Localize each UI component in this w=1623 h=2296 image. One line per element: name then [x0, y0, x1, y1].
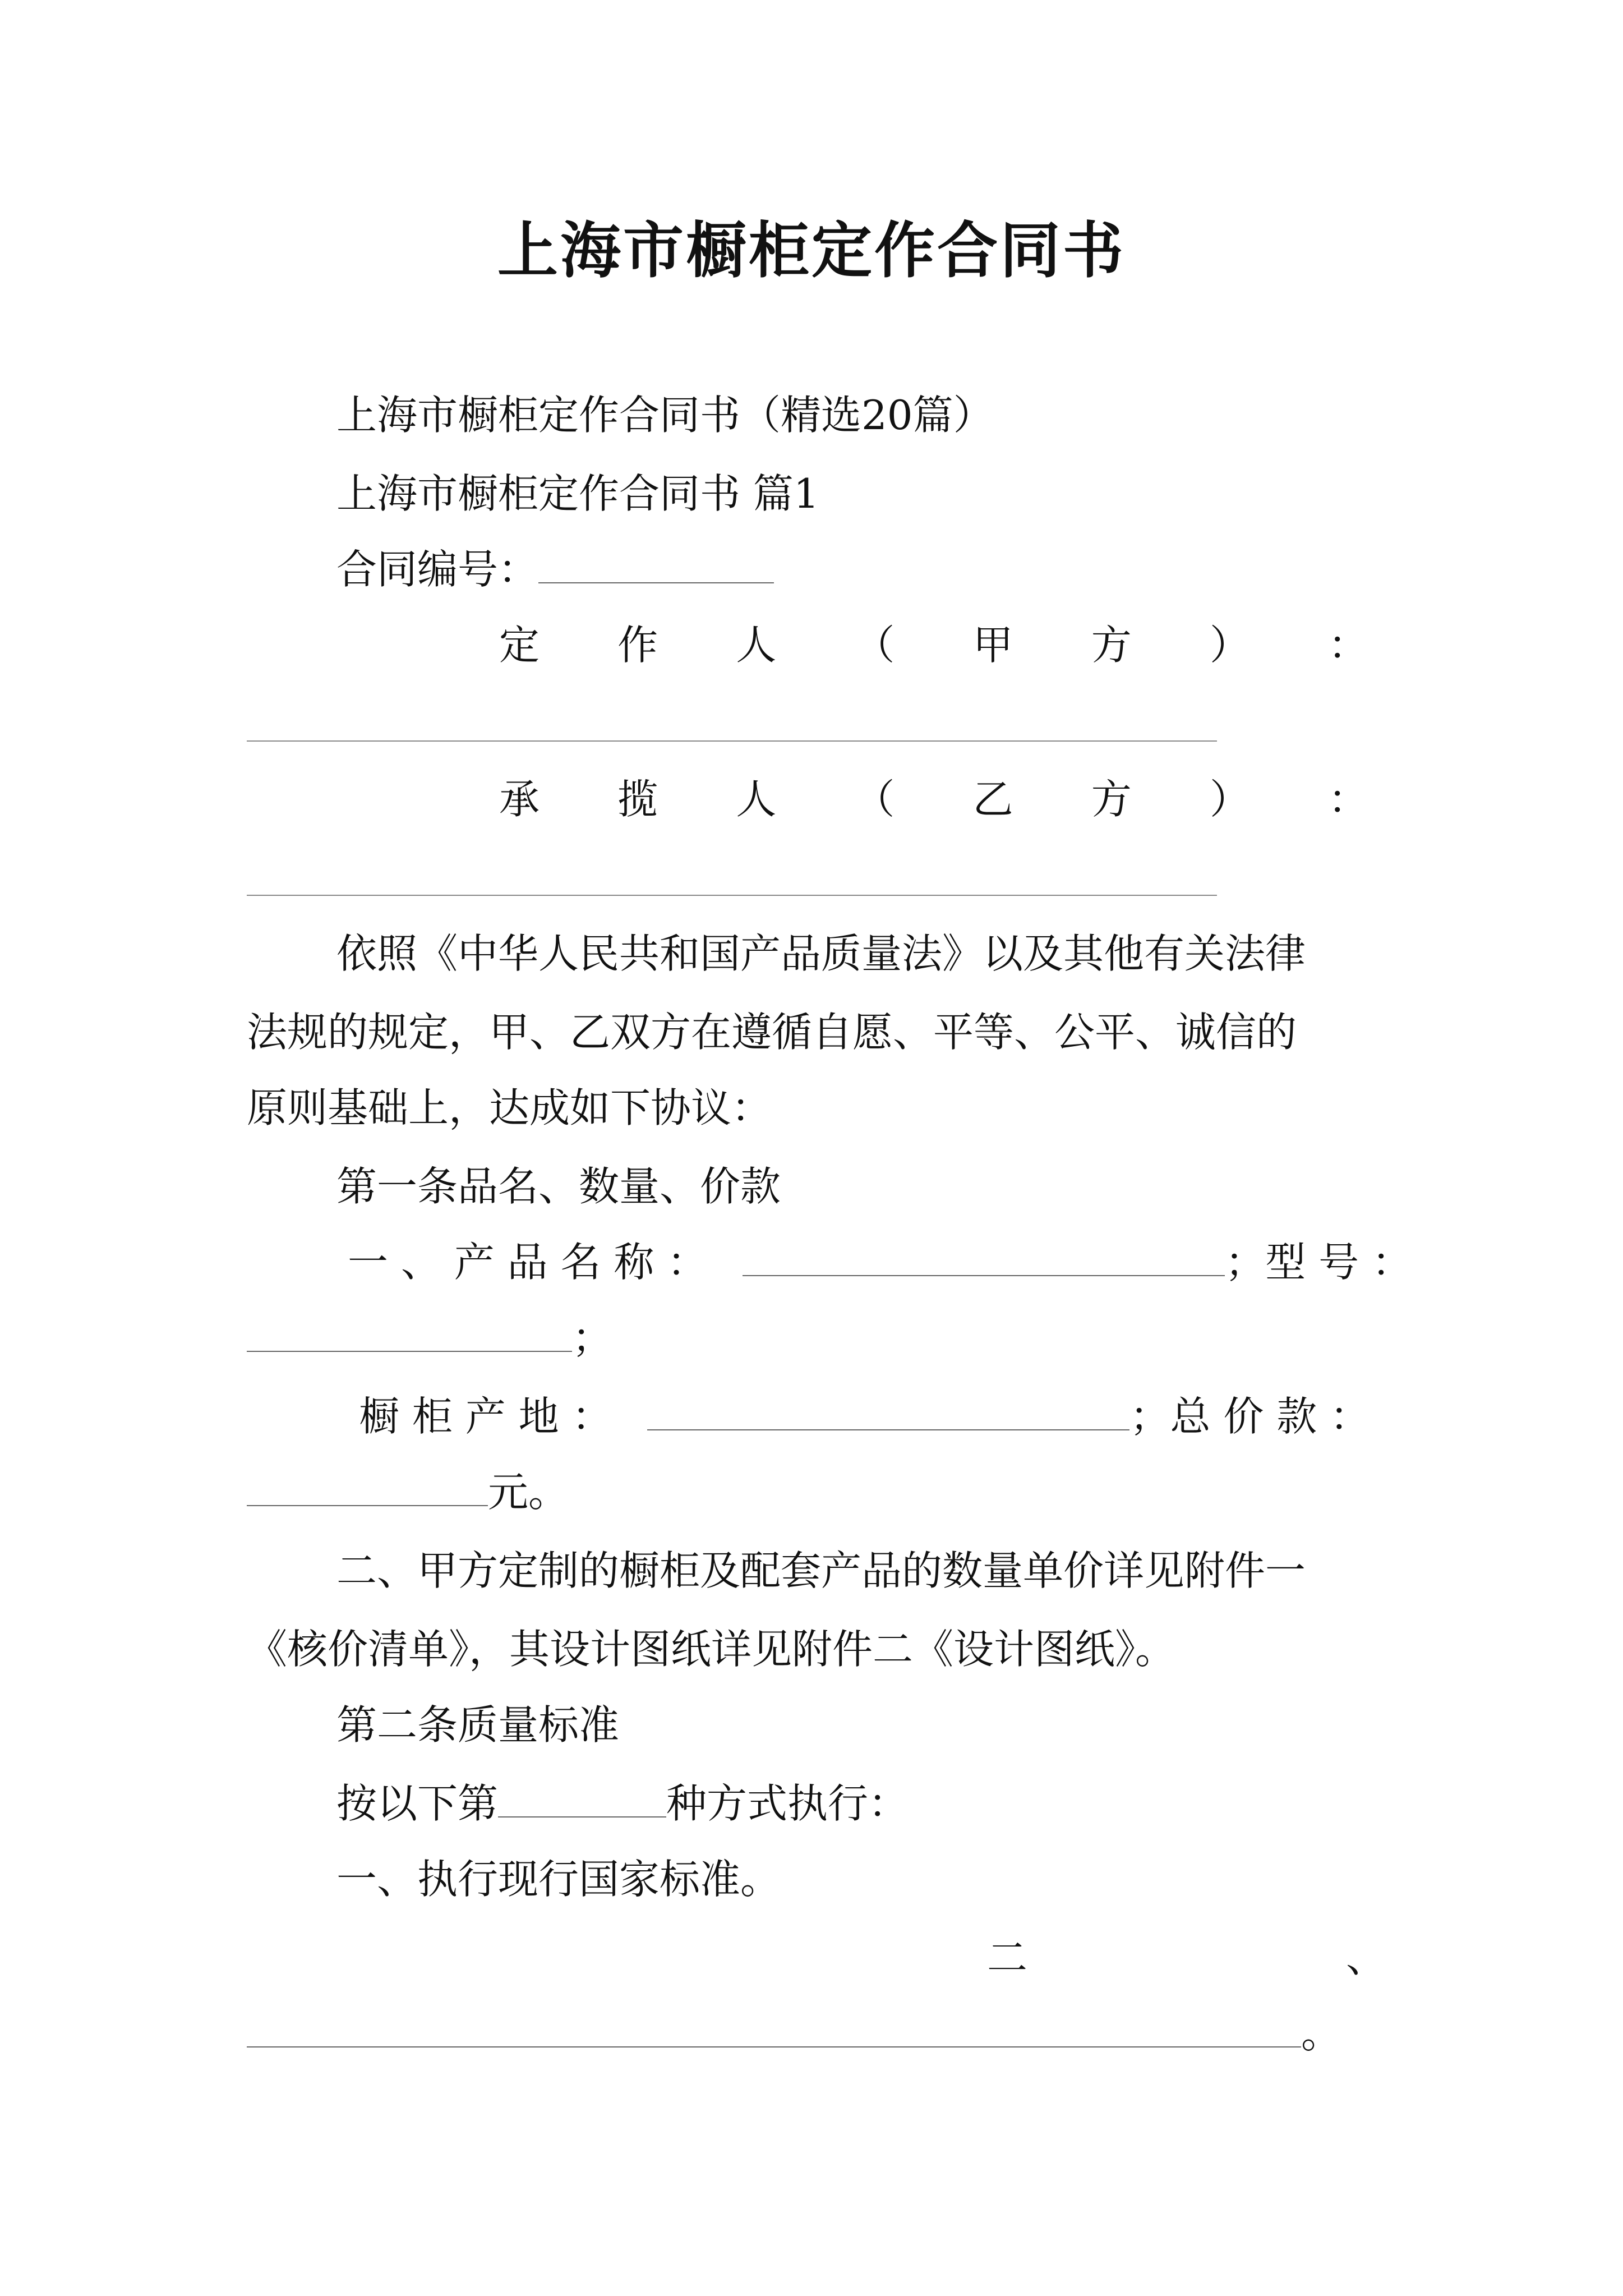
- part-heading: 上海市橱柜定作合同书 篇1: [336, 470, 819, 517]
- item-2-line-1: 二、甲方定制的橱柜及配套产品的数量单价详见附件一: [336, 1547, 1306, 1594]
- item-2-line-2: 《核价清单》，其设计图纸详见附件二《设计图纸》。: [247, 1626, 1176, 1673]
- origin-label: 橱 柜 产 地 ：: [359, 1393, 612, 1440]
- period: 。: [1301, 2010, 1342, 2057]
- price-label: ；总 价 款 ：: [1129, 1393, 1371, 1440]
- party-b-char: 承: [499, 776, 540, 823]
- party-b-char: （: [854, 776, 895, 823]
- basis-line-3: 原则基础上，达成如下协议：: [247, 1084, 772, 1131]
- standard-2-row: [247, 2005, 1341, 2062]
- party-a-char: 作: [617, 622, 658, 669]
- method-row: [336, 1775, 909, 1832]
- model-blank: [247, 1312, 572, 1352]
- document-title: 上海市橱柜定作合同书: [497, 215, 1126, 286]
- product-name-row: [348, 1234, 1412, 1290]
- party-a-char: 定: [499, 622, 540, 669]
- party-a-char: 方: [1091, 622, 1132, 669]
- contract-number-label: 合同编号：: [336, 546, 539, 593]
- model-row: [247, 1310, 612, 1366]
- contract-number-row: [336, 541, 774, 597]
- article-2-heading: 第二条质量标准: [336, 1701, 620, 1749]
- party-b-char: ：: [1327, 776, 1368, 823]
- party-b-char: 乙: [972, 776, 1013, 823]
- party-a-row: [499, 617, 1368, 673]
- party-a-char: ）: [1209, 622, 1250, 669]
- standard-1: 一、执行现行国家标准。: [336, 1856, 781, 1903]
- model-label: ；型 号 ：: [1225, 1239, 1412, 1286]
- subtitle: 上海市橱柜定作合同书（精选20篇）: [336, 392, 994, 439]
- basis-line-1: 依照《中华人民共和国产品质量法》以及其他有关法律: [336, 930, 1306, 977]
- yuan-unit: 元。: [488, 1469, 569, 1516]
- price-row: [247, 1464, 569, 1520]
- origin-blank: [647, 1390, 1129, 1430]
- standard-2-blank: [247, 2007, 1301, 2047]
- party-a-char: （: [854, 622, 895, 669]
- product-name-blank: [743, 1236, 1225, 1276]
- product-name-label: 一 、 产 品 名 称 ：: [348, 1239, 708, 1286]
- price-blank: [247, 1466, 488, 1506]
- standard-2-separator: 、: [1346, 1934, 1387, 1981]
- contract-number-blank: [538, 543, 774, 583]
- party-b-char: 人: [736, 776, 777, 823]
- semicolon: ；: [572, 1314, 613, 1361]
- party-b-row: [499, 771, 1368, 827]
- basis-line-2: 法规的规定，甲、乙双方在遵循自愿、平等、公平、诚信的: [247, 1009, 1297, 1056]
- party-a-char: ：: [1327, 622, 1368, 669]
- standard-2-number: 二: [987, 1934, 1028, 1981]
- party-b-blank: [247, 895, 1217, 896]
- party-a-blank: [247, 740, 1217, 742]
- party-a-char: 甲: [972, 622, 1013, 669]
- party-b-char: 揽: [617, 776, 658, 823]
- party-a-char: 人: [736, 622, 777, 669]
- origin-row: [359, 1388, 1370, 1444]
- party-b-char: 方: [1091, 776, 1132, 823]
- article-1-heading: 第一条品名、数量、价款: [336, 1163, 781, 1210]
- method-prefix: 按以下第: [336, 1780, 499, 1827]
- method-suffix: 种方式执行：: [666, 1780, 909, 1827]
- party-b-char: ）: [1209, 776, 1250, 823]
- method-blank: [498, 1777, 666, 1818]
